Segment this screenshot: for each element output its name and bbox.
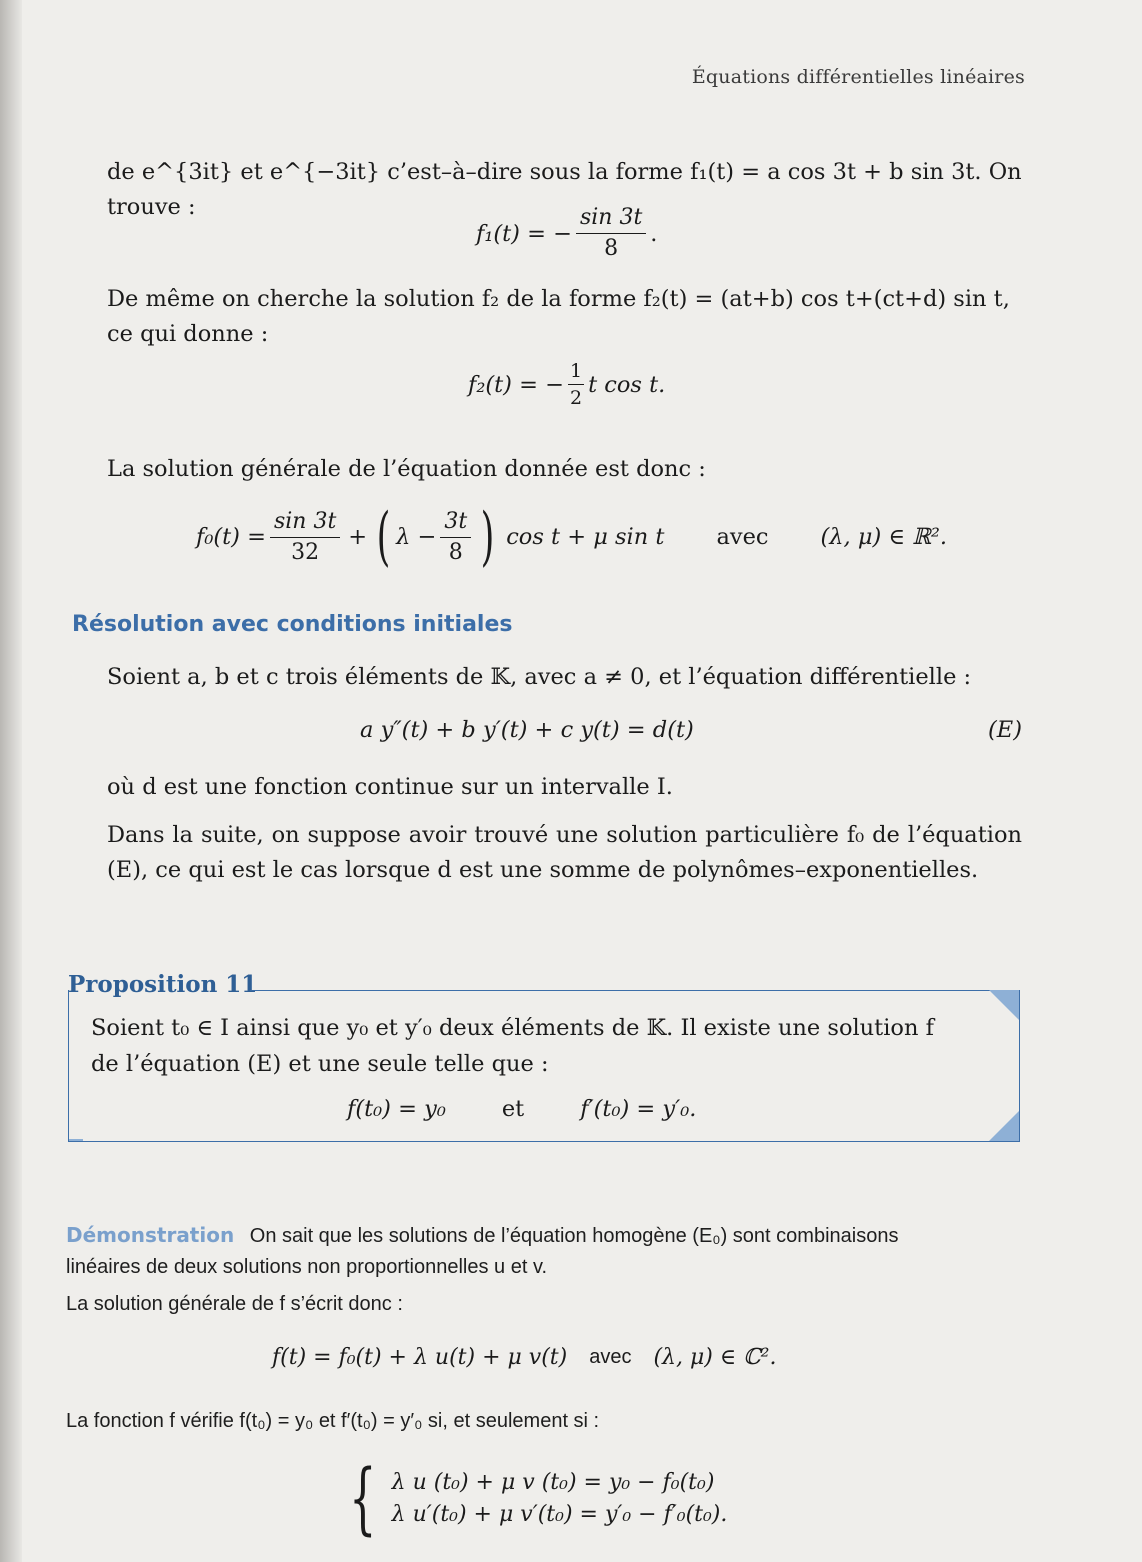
proposition-label: Proposition 11 [68,971,258,998]
proposition-line2: de l’équation (E) et une seule telle que : [91,1051,549,1077]
demonstration-line1 [66,1220,1026,1252]
condition-derivative: f′(t₀) = y′₀. [580,1096,697,1122]
fraction [270,509,340,566]
paragraph-f2-line1: De même on cherche la solution f₂ de la forme f₂(t) = (at+b) cos t+(ct+d) sin t, [107,286,1010,312]
denominator: 2 [569,387,583,409]
paragraph-setup: Soient a, b et c trois éléments de 𝕂, avec a ≠ 0, et l’équation différentielle : [107,664,972,690]
denominator: 8 [604,236,619,261]
denominator: 8 [448,539,463,565]
running-header: Équations différentielles linéaires [691,66,1025,88]
equation-f1-tail: . [650,220,658,247]
corner-decoration [989,1111,1019,1141]
system-equations [392,1467,728,1531]
demonstration-block [66,1220,1026,1320]
linear-system [338,1454,728,1544]
demonstration-label: Démonstration [66,1223,235,1247]
paragraph-d-continuous: où d est une fonction continue sur un intervalle I. [107,774,673,800]
demonstration-line3: La solution générale de f s’écrit donc : [66,1293,403,1315]
demonstration-line2: linéaires de deux solutions non proportionnelles u et v. [66,1256,548,1278]
section-title: Résolution avec conditions initiales [72,612,513,637]
numerator: 1 [568,360,584,385]
corner-decoration [69,1139,83,1141]
left-paren: ( [376,500,391,574]
equation-E [360,717,694,743]
numerator: 3t [440,509,471,538]
paragraph-intro: de e^{3it} et e^{−3it} c’est–à–dire sous la forme f₁(t) = a cos 3t + b sin 3t. On trouve : [107,159,1022,220]
general-solution-formula: f(t) = f₀(t) + λ u(t) + μ v(t) [272,1345,568,1370]
right-paren: ) [480,500,495,574]
paragraph-general-solution: La solution générale de l’équation donnée est donc : [107,456,706,482]
equation-f0-tail: cos t + μ sin t [506,524,665,550]
system-equation-2: λ u′(t₀) + μ v′(t₀) = y′₀ − f′₀(t₀). [391,1502,728,1527]
avec-word: avec [716,524,769,550]
paragraph-f2 [107,282,1022,352]
equation-f0 [196,500,948,574]
paragraph-f2-line2: ce qui donne : [107,321,269,347]
parameter-domain: (λ, μ) ∈ ℝ². [820,524,948,550]
condition-value: f(t₀) = y₀ [347,1096,446,1122]
proposition-text [91,1010,996,1082]
lambda-term: λ − [396,524,437,550]
equation-f1-lhs: f₁(t) = − [476,220,572,247]
demonstration-equation [272,1345,776,1370]
proposition-line1: Soient t₀ ∈ I ainsi que y₀ et y′₀ deux éléments de 𝕂. Il existe une solution f [91,1015,934,1041]
plus-sign: + [348,524,368,550]
proposition-conditions [347,1096,696,1122]
equation-f2 [468,360,665,409]
demonstration-line4: La fonction f vérifie f(t₀) = y₀ et f′(t₀) = y′₀ si, et seulement si : [66,1410,600,1432]
fraction [568,360,584,409]
equation-E-body: a y″(t) + b y′(t) + c y(t) = d(t) [360,717,694,743]
et-word: et [501,1096,525,1122]
page-edge-shadow [0,0,22,1562]
equation-f2-lhs: f₂(t) = − [468,371,564,398]
parameter-domain: (λ, μ) ∈ ℂ². [653,1345,777,1370]
demonstration-text-1: On sait que les solutions de l’équation homogène (E₀) sont combinaisons [249,1225,899,1247]
proposition-box [68,990,1020,1142]
paragraph-particular-solution: Dans la suite, on suppose avoir trouvé une solution particulière f₀ de l’équation (E), ce qui est le cas lorsque d est une somme de polynômes–exponentielles. [107,822,1022,883]
system-equation-1: λ u (t₀) + μ v (t₀) = y₀ − f₀(t₀) [391,1470,715,1495]
equation-f2-tail: t cos t. [588,371,666,398]
equation-f1 [476,205,657,262]
denominator: 32 [291,539,320,565]
equation-f0-lhs: f₀(t) = [196,524,266,550]
equation-tag: (E) [988,717,1022,743]
numerator: sin 3t [576,205,646,234]
fraction [576,205,646,262]
fraction [440,509,471,566]
avec-word: avec [589,1346,632,1368]
left-brace: { [349,1454,377,1544]
numerator: sin 3t [270,509,340,538]
